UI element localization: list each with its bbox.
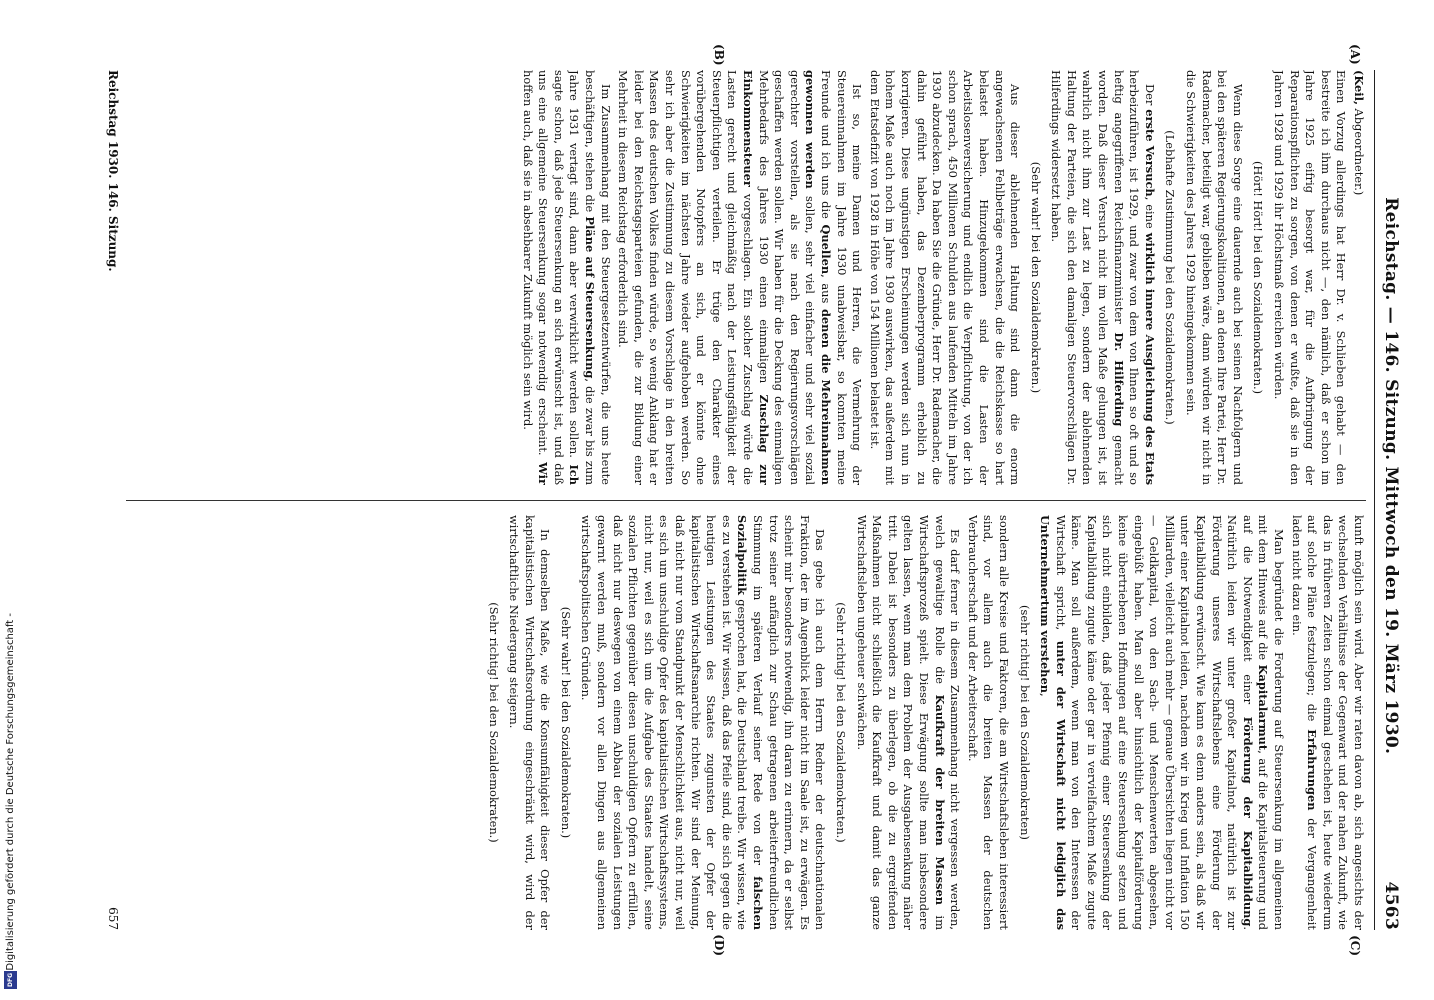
page-footer: [106, 70, 120, 930]
running-title: Reichstag. — 146. Sitzung. Mittwoch den 19. März 1930.: [1381, 197, 1401, 755]
paragraph: Wenn diese Sorge eine dauernde auch bei seinen Nachfolgern und bei den späteren Regierungskoalitionen, an denen Ihre Partei, Herr Dr. Rademacher, beteiligt war, geblieben wäre, dann würden wir nicht in die Schwierigkeiten des Jahres 1929 hineingekommen sein.: [1184, 70, 1245, 485]
paragraph: Es darf ferner in diesem Zusammenhang nicht vergessen werden, welch gewaltige Rolle die Kaufkraft der breiten Massen im Wirtschaftsprozeß spielt. Diese Erwägung sollte man insbesondere gelten lassen, wenn man dem Problem der Ausgabensenkung näher tritt. Dabei ist besonders zu überlegen, ob die zu ergreifenden Maßnahmen nicht schließlich die Kaufkraft und damit das ganze Wirtschaftsleben ungeheuer schwächen.: [854, 515, 963, 930]
text-columns: [126, 44, 1366, 956]
paragraph: Man begründet die Forderung auf Steuersenkung im allgemeinen mit dem Hinweis auf die Kapitalarmut, auf die Kapitalsteuerung und auf die Notwendigkeit einer Förderung der Kapitalbildung. Natürlich leiden wir unter großer Kapitalnot, natürlich ist zur Förderung unseres Wirtschaftslebens eine Förderung der Kapitalbildung erwünscht. Wie kann es denn anders sein, als daß wir unter einer Kapitalnot leiden, nachdem wir in Krieg und Inflation 150 Milliarden, vielleicht auch mehr — genaue Übersichten liegen nicht vor — Geldkapital, von den Sach- und Menschenwerten abgesehen, eingebüßt haben. Man soll aber hinsichtlich der Kapitalförderung keine übertriebenen Hoffnungen auf eine Steuersenkung setzen und sich nicht einbilden, daß jeder Pfennig einer Steuersenkung der Kapitalbildung zugute käme oder gar in vervielfachtem Maße zugute käme. Man soll außerdem, wenn man von den Interessen der Wirtschaft spricht, unter der Wirtschaft nicht lediglich das Unternehmertum verstehen,: [1038, 515, 1287, 930]
footer-session: Reichstag 1930. 146. Sitzung.: [106, 70, 120, 272]
page-header: [1374, 70, 1401, 930]
paragraph: Der erste Versuch, eine wirklich innere Ausgleichung des Etats herbeizuführen, ist 1929, und zwar von dem von Ihnen so oft und so heftig angegriffenen Reichsfinanzminister Dr. Hilferding gemacht worden. Daß dieser Versuch nicht im vollen Maße gelungen ist, ist wahrlich nicht ihm zur Last zu legen, sondern der ablehnenden Haltung der Parteien, die sich den damaligen Steuervorschlägen Dr. Hilferdings widersetzt haben.: [1049, 70, 1157, 485]
scanned-page: [11, 30, 1423, 970]
page-number: 4563: [1381, 881, 1401, 930]
interjection: (Lebhafte Zustimmung bei den Sozialdemokraten.): [1163, 130, 1178, 425]
paragraph: In demselben Maße, wie die Konsumfähigkeit dieser Opfer der kapitalistischen Wirtschaftsordnung eingeschränkt wird, wird der wirtschaftliche Niedergang steigern.: [507, 515, 553, 930]
paragraph: sondern alle Kreise und Faktoren, die am Wirtschaftsleben interessiert sind, vor allem auch die breiten Massen der deutschen Verbraucherschaft und der Arbeiterschaft.: [965, 515, 1011, 930]
paragraph: Ist so, meine Damen und Herren, die Vermehrung der Steuereinnahmen im Jahre 1930 unabweisbar, so konnten meine Freunde und ich uns die Quellen, aus denen die Mehreinnahmen gewonnen werden sollen, sehr viel einfacher und sehr viel sozial gerechter vorstellen, als sie nach den Regierungsvorschlägen geschaffen werden sollen. Wir haben für die Deckung des einmaligen Mehrbedarfs des Jahres 1930 einen einmaligen Zuschlag zur Einkommensteuer vorgeschlagen. Ein solcher Zuschlag würde die Lasten gerecht und gleichmäßig nach der Leistungsfähigkeit der Steuerpflichtigen verteilen. Er trüge den Charakter eines vorübergehenden Notopfers an sich, und er könnte ohne Schwierigkeiten im nächsten Jahre wieder aufgehoben werden. So sehr ich aber die Zustimmung zu diesem Vorschlage in den breiten Massen des deutschen Volkes finden würde, so wenig Anklang hat er leider bei den Reichstagsparteien gefunden, die zur Bildung einer Mehrheit in diesem Reichstag erforderlich sind.: [616, 70, 865, 485]
paragraph: Einen Vorzug allerdings hat Herr Dr. v. Schlieben gehabt — den bestreite ich ihm durchaus nicht —, den nämlich, daß er schon im Jahre 1925 eifrig besorgt war, für die Aufbringung der Reparationspflichten zu sorgen, von denen er wußte, daß sie in den Jahren 1928 und 1929 ihr Höchstmaß erreichen würden.: [1272, 70, 1349, 485]
margin-mark-c: (C): [1348, 935, 1362, 956]
right-column: [126, 515, 1366, 930]
footer-page-number: 657: [106, 907, 120, 930]
margin-mark-d: (D): [712, 934, 726, 956]
credit-text: Digitalisierung gefördert durch die Deutsche Forschungsgemeinschaft -: [4, 613, 16, 971]
dfg-logo: DFG: [4, 971, 17, 989]
margin-mark-b: (B): [712, 44, 726, 66]
interjection: (Sehr wahr! bei den Sozialdemokraten.): [1028, 161, 1043, 394]
digitization-credit: [3, 332, 17, 992]
paragraph: Im Zusammenhang mit den Steuergesetzentwürfen, die uns heute beschäftigen, stehen die Pläne auf Steuersenkung, die zwar bis zum Jahre 1931 vertagt sind, dann aber verwirklicht werden sollen. Ich sagte schon, daß jede Steuersenkung an sich erwünscht ist, und daß uns eine allgemeine Steuersenkung sogar notwendig erscheint. Wir hoffen auch, daß sie in absehbarer Zukunft möglich sein wird.: [520, 70, 613, 485]
margin-mark-a: (A): [1348, 44, 1362, 65]
interjection: (Sehr richtig! bei den Sozialdemokraten.): [834, 602, 848, 843]
interjection: (Sehr richtig! bei den Sozialdemokraten.): [486, 602, 501, 843]
paragraph: kunft möglich sein wird. Aber wir raten davon ab, sich angesichts der wechselnden Verhältnisse der Gegenwart und der nahen Zukunft, wie das in früheren Zeiten schon einmal geschehen ist, heute wiederum auf solche Pläne festzulegen; die Erfahrungen der Vergangenheit laden nicht dazu ein.: [1289, 515, 1366, 930]
column-divider: [126, 500, 1366, 501]
interjection: (sehr richtig! bei den Sozialdemokraten): [1017, 605, 1032, 840]
paragraph: Das gebe ich auch dem Herrn Redner der deutschnationalen Fraktion, der im Augenblick leider nicht im Saale ist, zu erwägen. Es scheint mir besonders notwendig, ihn daran zu erinnern, da er selbst trotz seiner anfänglich zur Schau getragenen arbeiterfreundlichen Stimmung im späteren Verlauf seiner Rede von der falschen Sozialpolitik gesprochen hat, die Deutschland treibe. Wir wissen, wie es zu verstehen ist. Wir wissen, daß das Pfeile sind, die sich gegen die heutigen Leistungen des Staates zugunsten der Opfer der kapitalistischen Wirtschaftsanarchie richten. Wir sind der Meinung, daß nicht nur vom Standpunkt der Menschlichkeit aus, nicht nur, weil es sich um unschuldige Opfer des kapitalistischen Wirtschaftssystems, nicht nur, weil es sich um die Aufgabe des Staates handelt, seine sozialen Pflichten gegenüber diesen unschuldigen Opfern zu erfüllen, daß nicht nur deswegen von einem Abbau der sozialen Leistungen gewarnt werden muß, sondern vor allen Dingen aus allgemeinen wirtschaftspolitischen Gründen.: [579, 515, 828, 930]
paragraph: Aus dieser ablehnenden Haltung sind dann die enorm angewachsenen Fehlbeträge erwachsen, die die Reichskasse so hart belastet haben. Hinzugekommen sind die Lasten der Arbeitslosenversicherung und endlich die Verpflichtung, von der ich schon sprach, 450 Millionen Schulden aus laufenden Mitteln im Jahre 1930 abzudecken. Da haben Sie die Gründe, Herr Dr. Rademacher, die dahin geführt haben, das Dezemberprogramm erheblich zu korrigieren. Diese ungünstigen Erscheinungen werden sich nun in hohem Maße auch noch im Jahre 1930 auswirken, das außerdem mit dem Etatsdefizit von 1928 in Höhe von 154 Millionen belastet ist.: [867, 70, 1023, 485]
left-column: [126, 70, 1366, 485]
interjection: (Sehr wahr! bei den Sozialdemokraten.): [558, 606, 573, 839]
interjection: (Hört! Hört! bei den Sozialdemokraten.): [1251, 160, 1266, 395]
paragraph: (Keil, Abgeordneter.): [1352, 70, 1366, 196]
